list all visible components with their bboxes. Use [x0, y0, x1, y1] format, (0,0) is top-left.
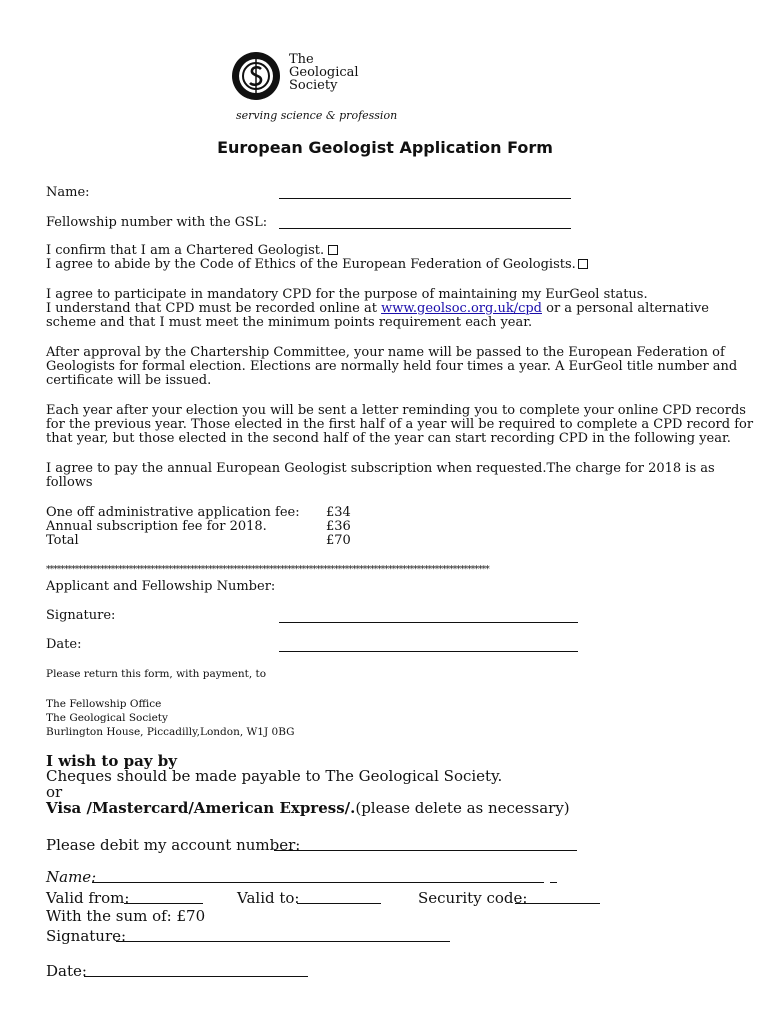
logo-line-1: The: [289, 52, 314, 67]
signature-label: Signature:: [46, 608, 116, 623]
fee-row-amount: £70: [326, 533, 351, 548]
card-name-field-end: [550, 882, 557, 883]
address-line-3: Burlington House, Piccadilly,London, W1J 0BG: [46, 726, 295, 738]
cpd-link[interactable]: www.geolsoc.org.uk/cpd: [381, 301, 542, 316]
fee-row-amount: £36: [326, 519, 351, 534]
debit-label: Please debit my account number:: [46, 836, 301, 854]
address-line-1: The Fellowship Office: [46, 698, 162, 710]
name-label: Name:: [46, 185, 90, 200]
applicant-heading: Applicant and Fellowship Number:: [46, 579, 276, 594]
chartered-checkbox[interactable]: [328, 245, 338, 255]
valid-from-field[interactable]: [124, 903, 203, 904]
payment-date-field[interactable]: [84, 976, 308, 977]
card-name-field[interactable]: [92, 882, 544, 883]
fee-row-amount: £34: [326, 505, 351, 520]
payment-heading: I wish to pay by: [46, 752, 177, 770]
date-label: Date:: [46, 637, 82, 652]
cpd-line-3: scheme and that I must meet the minimum points requirement each year.: [46, 315, 533, 330]
logo-line-2: Geological: [289, 65, 359, 80]
valid-from-label: Valid from:: [46, 889, 130, 907]
card-types: Visa /Mastercard/American Express/.: [46, 799, 356, 817]
card-note: (please delete as necessary): [355, 799, 570, 817]
approval-line-2: Geologists for formal election. Elections are normally held four times a year. A EurGeol title number and: [46, 359, 738, 374]
logo-tagline: serving science & profession: [236, 109, 398, 122]
fee-row-label: Total: [46, 533, 79, 548]
subscription-line-2: follows: [46, 475, 93, 490]
or-text: or: [46, 783, 63, 801]
payment-signature-label: Signature:: [46, 927, 127, 945]
fee-row-label: Annual subscription fee for 2018.: [46, 519, 267, 534]
subscription-line-1: I agree to pay the annual European Geologist subscription when requested.The charge for 2018 is as: [46, 461, 715, 476]
return-instruction: Please return this form, with payment, to: [46, 668, 267, 680]
ethics-checkbox[interactable]: [578, 259, 588, 269]
page-title: European Geologist Application Form: [217, 138, 553, 157]
fee-row-label: One off administrative application fee:: [46, 505, 300, 520]
ethics-confirmation-text: I agree to abide by the Code of Ethics of the European Federation of Geologists.: [46, 257, 576, 272]
election-line-1: Each year after your election you will be sent a letter reminding you to complete your online CPD records: [46, 403, 746, 418]
separator: ***************************************************************************************************************************: [46, 565, 489, 575]
cheques-text: Cheques should be made payable to The Geological Society.: [46, 767, 503, 785]
approval-line-1: After approval by the Chartership Committee, your name will be passed to the European Federation of: [46, 345, 725, 360]
geological-society-seal-icon: [230, 50, 282, 102]
fellowship-number-field[interactable]: [279, 228, 571, 229]
valid-to-field[interactable]: [297, 903, 381, 904]
chartered-confirmation-text: I confirm that I am a Chartered Geologist.: [46, 243, 325, 258]
card-name-label: Name:: [46, 868, 97, 886]
payment-signature-field[interactable]: [116, 941, 450, 942]
fellowship-label: Fellowship number with the GSL:: [46, 215, 268, 230]
security-code-field[interactable]: [515, 903, 600, 904]
account-number-field[interactable]: [274, 850, 577, 851]
name-field[interactable]: [279, 198, 571, 199]
approval-line-3: certificate will be issued.: [46, 373, 212, 388]
sum-text: With the sum of: £70: [46, 907, 206, 925]
cpd-line-2: I understand that CPD must be recorded online at www.geolsoc.org.uk/cpd or a personal alternative: [46, 301, 709, 316]
cpd-line-1: I agree to participate in mandatory CPD for the purpose of maintaining my EurGeol status.: [46, 287, 648, 302]
valid-to-label: Valid to:: [237, 889, 300, 907]
security-code-label: Security code:: [418, 889, 528, 907]
date-field[interactable]: [279, 651, 578, 652]
address-line-2: The Geological Society: [46, 712, 168, 724]
payment-date-label: Date:: [46, 962, 87, 980]
election-line-2: for the previous year. Those elected in the first half of a year will be required to complete a CPD record for: [46, 417, 754, 432]
logo-line-3: Society: [289, 78, 338, 93]
election-line-3: that year, but those elected in the second half of the year can start recording CPD in the following year.: [46, 431, 731, 446]
signature-field[interactable]: [279, 622, 578, 623]
